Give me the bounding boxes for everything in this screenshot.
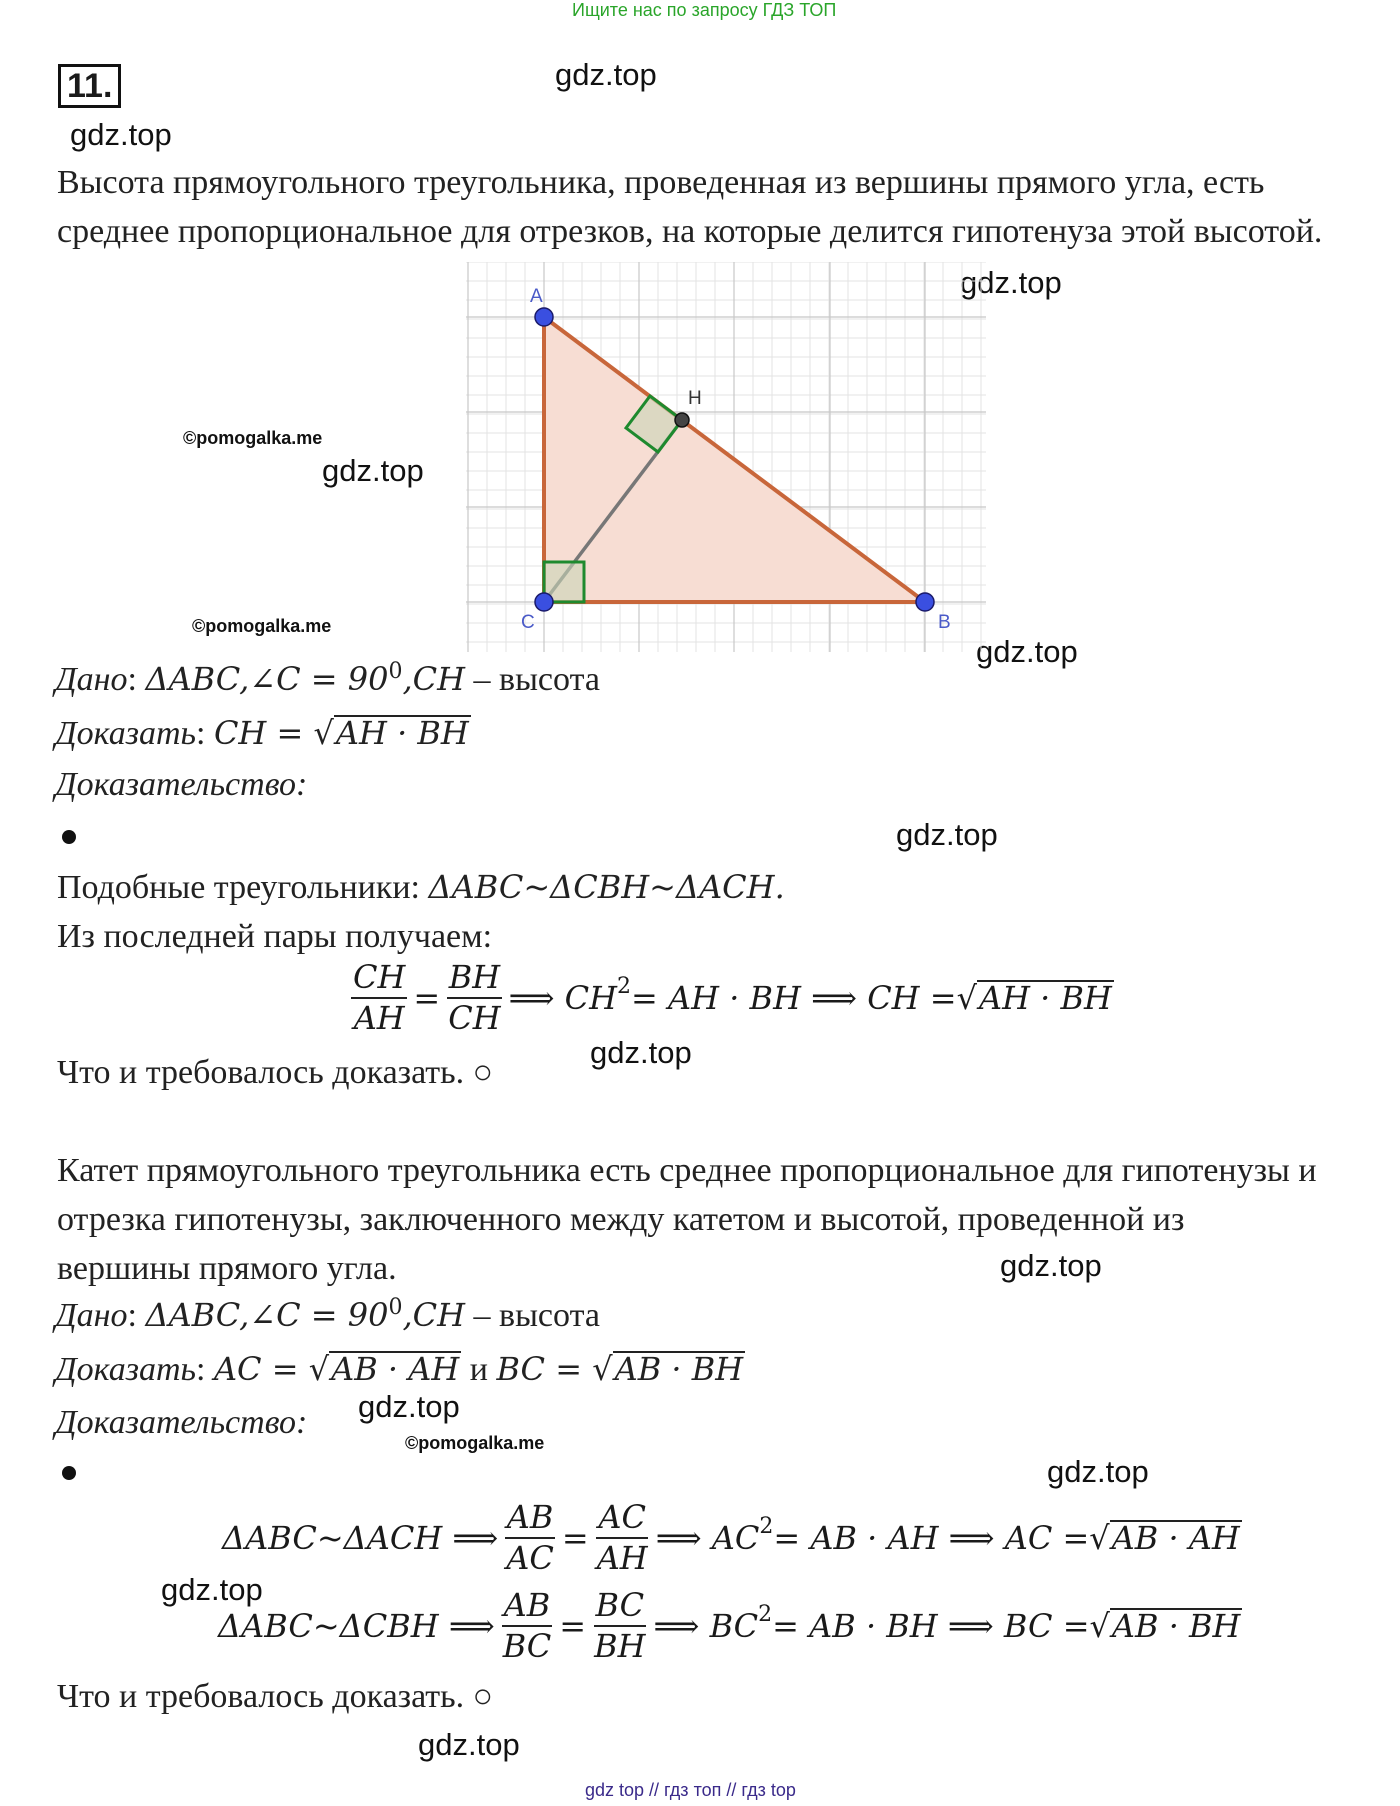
theorem2-line1: Катет прямоугольного треугольника есть среднее пропорциональное для гипотенузы и [57,1152,1317,1189]
label-a: A [530,286,543,307]
given-2: Дано: ΔABC,∠C = $90^0,CH$ – высота [55,1295,600,1334]
proof-label-1: Доказательство: [55,766,308,803]
qed-1: Что и требовалось доказать. ○ [57,1054,494,1091]
top-banner: Ищите нас по запросу ГДЗ ТОП [572,0,837,20]
footer-links: gdz top // гдз топ // гдз top [585,1780,796,1800]
watermark-gdz: gdz.top [358,1389,460,1424]
vertex-a [535,308,553,326]
equation-1: $\frac{CH}{AH}$ = $\frac{BH}{CH}$ ⟹ CH 2 = AH · BH ⟹ CH = √ AH · BH [353,958,1112,1038]
watermark-gdz: gdz.top [1000,1248,1102,1283]
given-1: Дано: ΔABC,∠C = $90^0,CH$ – высота [55,659,600,698]
point-h [675,413,689,427]
task-number: 11. [58,64,121,108]
theorem1-line2: среднее пропорциональное для отрезков, на которые делится гипотенуза этой высотой. [57,213,1323,250]
label-h: H [688,388,702,409]
triangle-figure [466,262,986,652]
watermark-gdz: gdz.top [590,1035,692,1070]
equation-2a: ΔABC~ΔACH ⟹ $\frac{AB}{AC}$ = $\frac{AC}{AH}$ ⟹ AC 2 = AB · AH ⟹ AC = √ AB · AH [222,1498,1240,1578]
watermark-gdz: gdz.top [161,1572,263,1607]
bullet-1 [62,830,76,844]
pair-text-1: Из последней пары получаем: [57,918,493,955]
vertex-c [535,593,553,611]
watermark-pomogalka: ©pomogalka.me [183,428,323,448]
equation-2b: ΔABC~ΔCBH ⟹ $\frac{AB}{BC}$ = $\frac{BC}{BH}$ ⟹ BC 2 = AB · BH ⟹ BC = √ AB · BH [218,1586,1241,1666]
theorem1-line1: Высота прямоугольного треугольника, проведенная из вершины прямого угла, есть [57,164,1265,201]
watermark-gdz: gdz.top [896,817,998,852]
proof-label-2: Доказательство: [55,1404,308,1441]
watermark-gdz: gdz.top [976,634,1078,669]
theorem2-line3: вершины прямого угла. [57,1250,397,1287]
watermark-gdz: gdz.top [418,1727,520,1762]
bullet-2 [62,1466,76,1480]
watermark-gdz: gdz.top [322,453,424,488]
watermark-gdz: gdz.top [1047,1454,1149,1489]
watermark-pomogalka: ©pomogalka.me [192,616,332,636]
watermark-pomogalka: ©pomogalka.me [405,1433,545,1453]
label-b: B [938,612,951,633]
label-c: C [521,612,535,633]
watermark-gdz: gdz.top [555,57,657,92]
prove-1: Доказать: CH = √AH · BH [55,714,469,752]
theorem2-line2: отрезка гипотенузы, заключенного между катетом и высотой, проведенной из [57,1201,1185,1238]
vertex-b [916,593,934,611]
qed-2: Что и требовалось доказать. ○ [57,1678,494,1715]
similar-triangles-1: Подобные треугольники: ΔABC~ΔCBH~ΔACH. [57,868,785,906]
watermark-gdz: gdz.top [70,117,172,152]
prove-2: Доказать: AC = √AB · AH и BC = √AB · BH [55,1350,744,1388]
watermark-gdz: gdz.top [960,265,1062,300]
